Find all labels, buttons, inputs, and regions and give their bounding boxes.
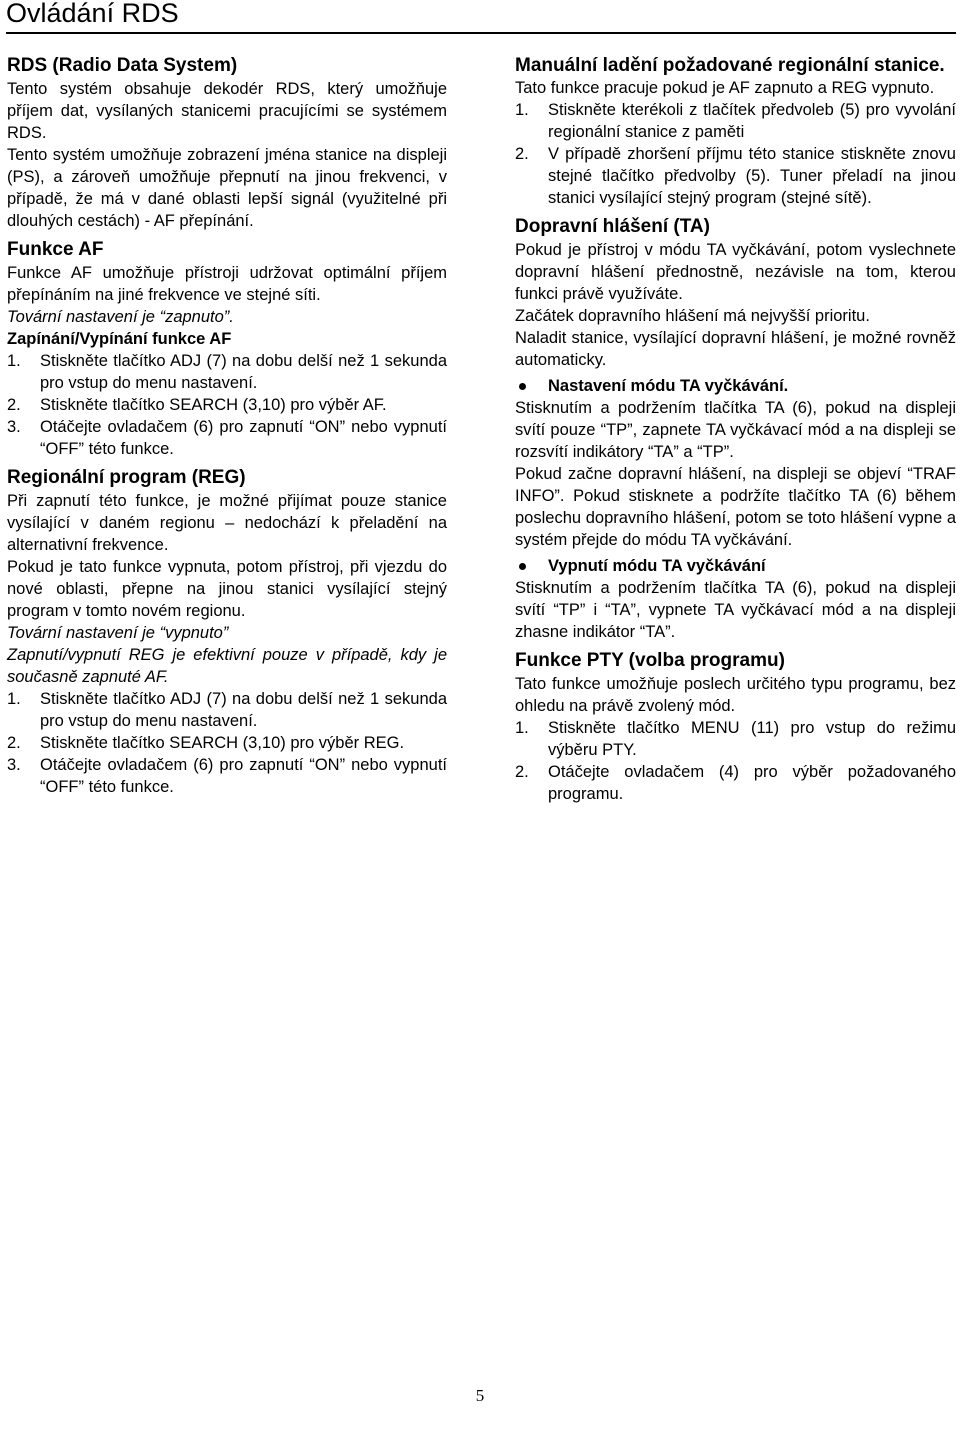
step-text: V případě zhoršení příjmu této stanice stiskněte znovu stejné tlačítko předvolby (5). Tuner přeladí na jinou stanici vysílající stejný program (stejné sítě). [548, 145, 956, 207]
rds-paragraph-1: Tento systém obsahuje dekodér RDS, který umožňuje příjem dat, vysílaných stanicemi pracujícími se systémem RDS. [7, 80, 447, 142]
step-number: 1. [7, 690, 21, 708]
step-number: 1. [515, 101, 529, 119]
reg-heading: Regionální program (REG) [7, 467, 246, 488]
reg-step-2 [7, 732, 447, 754]
reg-factory-setting: Tovární nastavení je “vypnuto” [7, 624, 229, 642]
af-subheading: Zapínání/Vypínání funkce AF [7, 330, 232, 348]
af-step-2 [7, 394, 447, 416]
reg-paragraph-1: Při zapnutí této funkce, je možné přijímat pouze stanice vysílající v daném regionu – nedochází k přeladění na alternativní frekvence. [7, 492, 447, 554]
ta-paragraph-2: Začátek dopravního hlášení má nejvyšší prioritu. [515, 307, 870, 325]
step-text: Stiskněte kterékoli z tlačítek předvoleb (5) pro vyvolání regionální stanice z paměti [548, 101, 956, 141]
af-heading: Funkce AF [7, 239, 104, 260]
title-rule [6, 32, 956, 34]
step-text: Stiskněte tlačítko ADJ (7) na dobu delší než 1 sekunda pro vstup do menu nastavení. [40, 690, 447, 730]
step-number: 2. [515, 145, 529, 163]
pty-paragraph: Tato funkce umožňuje poslech určitého typu programu, bez ohledu na právě zvolený mód. [515, 675, 956, 715]
af-paragraph: Funkce AF umožňuje přístroji udržovat optimální příjem přepínáním na jiné frekvence ve stejné síti. [7, 264, 447, 304]
bullet-dot-icon [519, 563, 526, 570]
reg-note: Zapnutí/vypnutí REG je efektivní pouze v případě, kdy je současně zapnuté AF. [7, 646, 447, 686]
step-number: 2. [7, 734, 21, 752]
step-number: 1. [515, 719, 529, 737]
step-text: Stiskněte tlačítko ADJ (7) na dobu delší než 1 sekunda pro vstup do menu nastavení. [40, 352, 447, 392]
step-number: 3. [7, 418, 21, 436]
page-title: Ovládání RDS [6, 0, 179, 28]
bullet-dot-icon [519, 383, 526, 390]
ta-paragraph-6: Stisknutím a podržením tlačítka TA (6), pokud na displeji svítí “TP” i “TA”, vypnete TA vyčkávací mód a na displeji zhasne indikátor “TA”. [515, 579, 956, 641]
af-factory-setting: Tovární nastavení je “zapnuto”. [7, 308, 234, 326]
manual-step-2 [515, 143, 956, 209]
pty-step-2 [515, 761, 956, 805]
rds-paragraph-2: Tento systém umožňuje zobrazení jména stanice na displeji (PS), a zároveň umožňuje přepnutí na jinou frekvenci, v případě, že má v dané oblasti lepší signál (využitelné při dlouhých cestách) - AF přepínání. [7, 146, 447, 230]
ta-heading: Dopravní hlášení (TA) [515, 216, 710, 237]
manual-step-1 [515, 99, 956, 143]
pty-step-1 [515, 717, 956, 761]
ta-paragraph-1: Pokud je přístroj v módu TA vyčkávání, potom vyslechnete dopravní hlášení přednostně, nezávisle na tom, kterou funkci právě využíváte. [515, 241, 956, 303]
reg-paragraph-2: Pokud je tato funkce vypnuta, potom přístroj, při vjezdu do nové oblasti, přepne na jinou stanici vysílající stejný program v tomto novém regionu. [7, 558, 447, 620]
step-text: Stiskněte tlačítko SEARCH (3,10) pro výběr REG. [40, 734, 405, 752]
step-text: Stiskněte tlačítko MENU (11) pro vstup do režimu výběru PTY. [548, 719, 956, 759]
bullet-text: Nastavení módu TA vyčkávání. [548, 377, 789, 395]
step-number: 2. [7, 396, 21, 414]
bullet-text: Vypnutí módu TA vyčkávání [548, 557, 766, 575]
reg-step-1 [7, 688, 447, 732]
reg-step-3 [7, 754, 447, 798]
step-text: Otáčejte ovladačem (6) pro zapnutí “ON” nebo vypnutí “OFF” této funkce. [40, 756, 447, 796]
step-text: Otáčejte ovladačem (6) pro zapnutí “ON” nebo vypnutí “OFF” této funkce. [40, 418, 447, 458]
rds-heading: RDS (Radio Data System) [7, 55, 238, 76]
ta-paragraph-4: Stisknutím a podržením tlačítka TA (6), pokud na displeji svítí pouze “TP”, zapnete TA vyčkávací mód a na displeji se rozsvítí indikátory “TA” a “TP”. [515, 399, 956, 461]
right-column [515, 54, 956, 805]
ta-bullet-standby-off [515, 555, 956, 577]
ta-bullet-standby-on [515, 375, 956, 397]
ta-paragraph-3: Naladit stanice, vysílající dopravní hlášení, je možné rovněž automaticky. [515, 329, 956, 369]
manual-steps [515, 99, 956, 209]
page-number: 5 [475, 1386, 485, 1405]
step-number: 2. [515, 763, 529, 781]
pty-steps [515, 717, 956, 805]
pty-heading: Funkce PTY (volba programu) [515, 650, 785, 671]
step-text: Otáčejte ovladačem (4) pro výběr požadovaného programu. [548, 763, 956, 803]
af-step-3 [7, 416, 447, 460]
ta-paragraph-5: Pokud začne dopravní hlášení, na displeji se objeví “TRAF INFO”. Pokud stisknete a podržíte tlačítko TA (6) během poslechu dopravního hlášení, potom se toto hlášení vypne a systém přejde do módu TA vyčkávání. [515, 465, 956, 549]
left-column [7, 54, 447, 798]
step-text: Stiskněte tlačítko SEARCH (3,10) pro výběr AF. [40, 396, 387, 414]
manual-paragraph: Tato funkce pracuje pokud je AF zapnuto a REG vypnuto. [515, 79, 935, 97]
af-step-1 [7, 350, 447, 394]
af-steps [7, 350, 447, 460]
step-number: 3. [7, 756, 21, 774]
step-number: 1. [7, 352, 21, 370]
reg-steps [7, 688, 447, 798]
manual-heading: Manuální ladění požadované regionální stanice. [515, 55, 945, 76]
